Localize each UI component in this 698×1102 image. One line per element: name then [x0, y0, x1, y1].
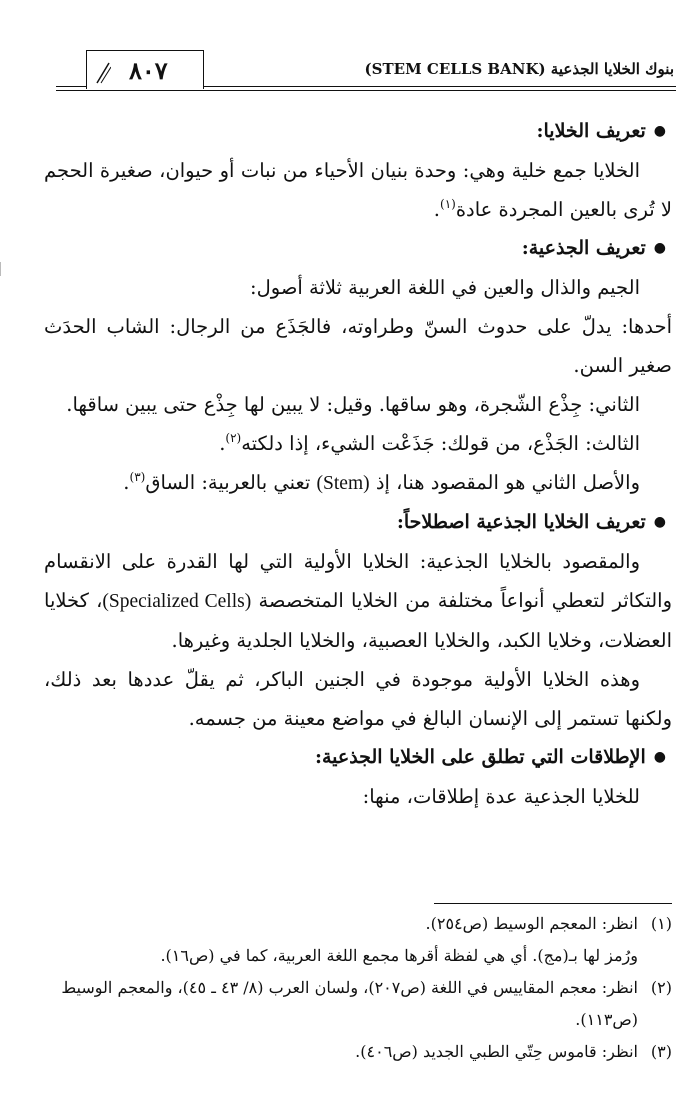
header-rule-thin — [56, 90, 676, 91]
term-specialized-cells: (Specialized Cells) — [102, 591, 252, 612]
footnote-ref-1[interactable]: (١) — [440, 197, 456, 211]
paragraph-embryo-cells: وهذه الخلايا الأولية موجودة في الجنين الباكر، ثم يقلّ عددها بعد ذلك، ولكنها تستمر إلى الإنسان البالغ في مواضع معينة من جسمه. — [44, 668, 672, 730]
footnote-ref-3[interactable]: (٣) — [129, 470, 146, 484]
paragraph-intended-meaning: والأصل الثاني هو المقصود هنا، إذ (Stem) تعني بالعربية: الساق$^{(٣)}$. — [123, 470, 640, 494]
footnote-number: (٢) — [650, 978, 672, 997]
footnote-1-continuation: ورُمز لها بـ(مج). أي هي لفظة أقرها مجمع اللغة العربية، كما في (ص١٦). — [160, 946, 638, 965]
heading-names: ●الإطلاقات التي تطلق على الخلايا الجذعية: — [314, 746, 666, 768]
page-header — [56, 50, 676, 92]
bullet-icon: ● — [653, 514, 666, 530]
paragraph-names-intro: للخلايا الجذعية عدة إطلاقات، منها: — [362, 785, 640, 808]
footnote-3 — [44, 1036, 672, 1068]
footnote-number: (٣) — [650, 1042, 672, 1061]
running-title: بنوك الخلايا الجذعية (STEM CELLS BANK) — [364, 60, 674, 78]
paragraph-cells-definition: الخلايا جمع خلية وهي: وحدة بنيان الأحياء من نبات أو حيوان، صغيرة الحجم لا تُرى بالعين المجردة عادة$^{(١)}$. — [44, 159, 672, 221]
page-number-box — [86, 50, 204, 89]
footnote-ref-2[interactable]: (٢) — [225, 431, 242, 445]
footnote-divider — [434, 903, 672, 904]
main-text — [44, 112, 672, 816]
bullet-icon: ● — [653, 123, 666, 139]
heading-cells-definition: ●تعريف الخلايا: — [536, 120, 666, 142]
paragraph-root-origins: الجيم والذال والعين في اللغة العربية ثلاثة أصول: — [250, 276, 640, 299]
bullet-icon: ● — [653, 240, 666, 256]
paragraph-second-meaning: الثاني: جِذْع الشّجرة، وهو ساقها. وقيل: لا يبين لها جِذْع حتى يبين ساقها. — [66, 393, 640, 416]
page-box-ornament — [95, 61, 111, 85]
paragraph-technical-definition: والمقصود بالخلايا الجذعية: الخلايا الأولية التي لها القدرة على الانقسام والتكاثر لتعطي أنواعاً مختلفة من الخلايا المتخصصة (Specialized Cells)، كخلايا العضلات، وخلايا الكبد، والخلايا العصبية، والخلايا الجلدية وغيرها. — [44, 550, 672, 652]
footnote-1 — [44, 908, 672, 940]
crop-mark — [0, 262, 2, 276]
paragraph-third-meaning: الثالث: الجَذْع، من قولك: جَذَعْت الشيء، إذا دلكته$^{(٢)}$. — [219, 431, 640, 455]
footnote-number: (١) — [650, 914, 672, 933]
bullet-icon: ● — [653, 749, 666, 765]
footnote-text: انظر: قاموس حِتّي الطبي الجديد (ص٤٠٦). — [355, 1042, 638, 1061]
page-number: ٨٠٧ — [129, 56, 168, 85]
term-stem: (Stem) — [316, 473, 370, 494]
footnote-text: انظر: معجم المقاييس في اللغة (ص٢٠٧)، ولسان العرب (٨/ ٤٣ ـ ٤٥)، والمعجم الوسيط (ص١١٣). — [61, 978, 638, 1029]
footnote-2 — [44, 972, 672, 1036]
footnotes — [44, 908, 672, 1068]
footnote-text: انظر: المعجم الوسيط (ص٢٥٤). — [425, 914, 638, 933]
paragraph-first-meaning: أحدها: يدلّ على حدوث السنّ وطراوته، فالجَذَع من الرجال: الشاب الحدَث صغير السن. — [44, 315, 672, 377]
heading-technical-definition: ●تعريف الخلايا الجذعية اصطلاحاً: — [396, 511, 666, 533]
heading-stem-definition: ●تعريف الجذعية: — [521, 237, 666, 259]
